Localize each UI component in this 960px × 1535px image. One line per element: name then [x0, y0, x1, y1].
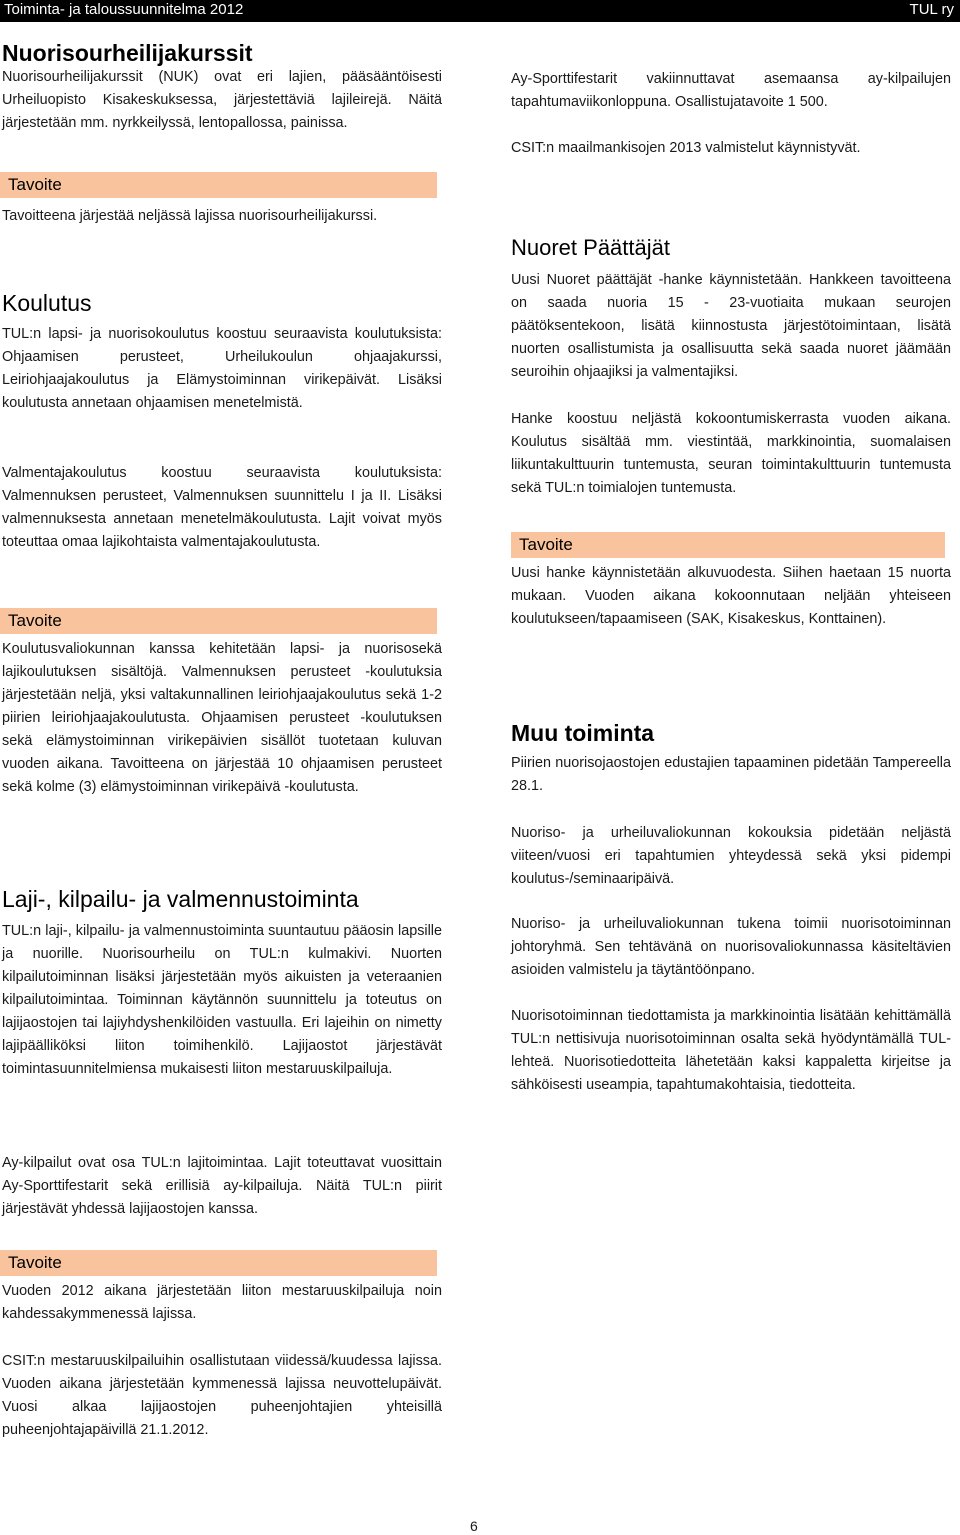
paragraph-koulutus-1: TUL:n lapsi- ja nuorisokoulutus koostuu seuraavista koulutuksista: Ohjaamisen perusteet, Urheilukoulun ohjaajakurssi, Leiriohjaajakoulutus ja Elämystoiminnan virikepäivät. Lisäksi koulutusta annetaan ohjaamisen menetelmistä. [2, 326, 442, 411]
goal-box-kilpailut [0, 1250, 437, 1276]
page-number: 6 [470, 1518, 478, 1534]
organization-name: TUL ry [909, 1, 954, 18]
paragraph-koulutus-2: Valmentajakoulutus koostuu seuraavista koulutuksista: Valmennuksen perusteet, Valmennuksen suunnittelu I ja II. Lisäksi valmennuksesta annetaan menetelmäkoulutusta. Lajit voivat myös toteuttaa omaa lajikohtaista valmentajakoulutusta. [2, 465, 442, 550]
paragraph-laji: TUL:n laji-, kilpailu- ja valmennustoiminta suuntautuu pääosin lapsille ja nuorille. Nuorisourheilu on TUL:n kulmakivi. Nuorten kilpailutoiminnan lisäksi järjestetään myös aikuisten ja veteraanien kilpailutoimintaa. Toiminnan käytännön suunnittelu ja toteutus on lajijaostojen tai lajiyhdyshenkilöiden vastuulla. Eri lajeihin on nimetty lajipäälliköksi liiton toimihenkilö. Lajijaostot järjestävät toimintasuunnitelmiensa mukaisesti liiton mestaruuskilpailuja. [2, 923, 442, 1077]
goal-label: Tavoite [8, 611, 62, 630]
paragraph-kilpailut-goal: Vuoden 2012 aikana järjestetään liiton mestaruuskilpailuja noin kahdessakymmenessä lajissa. [2, 1283, 442, 1322]
heading-koulutus: Koulutus [2, 290, 92, 316]
goal-box-nuk [0, 172, 437, 198]
paragraph-csit-mestaruus: CSIT:n mestaruuskilpailuihin osallistutaan viidessä/kuudessa lajissa. Vuoden aikana järjestetään kymmenessä lajissa neuvottelupäivät. Vuosi alkaa lajijaostojen puheenjohtajien yhteisillä puheenjohtajapäivillä 21.1.2012. [2, 1353, 442, 1438]
paragraph-koulutus-goal: Koulutusvaliokunnan kanssa kehitetään lapsi- ja nuorisosekä lajikoulutuksen sisältöjä. Valmennuksen perusteet -koulutuksia järjestetään neljä, yksi valtakunnallinen leiriohjaajakoulutus sekä 1-2 piirien leiriohjaajakoulutusta. Ohjaamisen perusteet -koulutuksen sekä elämystoiminnan virikepäivien sisällöt tuotetaan kuluvan vuoden aikana. Tavoitteena on järjestää 10 ohjaamisen perusteet sekä kolme (3) elämystoiminnan virikepäivä -koulutusta. [2, 641, 442, 795]
goal-box-nuoret [511, 532, 945, 558]
paragraph-csit-maailmankisat: CSIT:n maailmankisojen 2013 valmistelut käynnistyvät. [511, 140, 861, 156]
paragraph-nuk-intro: Nuorisourheilijakurssit (NUK) ovat eri lajien, pääsääntöisesti Urheiluopisto Kisakeskuksessa, järjestettäviä lajileirejä. Näitä järjestetään mm. nyrkkeilyssä, lentopallossa, painissa. [2, 69, 442, 131]
paragraph-np-2: Hanke koostuu neljästä kokoontumiskerrasta vuoden aikana. Koulutus sisältää mm. viestintää, markkinointia, suomalaisen liikuntakulttuurin tuntemusta, seuran toimintakulttuurin tuntemusta sekä TUL:n toimialojen tuntemusta. [511, 411, 951, 496]
goal-box-koulutus [0, 608, 437, 634]
heading-nuoret-paattajat: Nuoret Päättäjät [511, 235, 670, 260]
goal-label: Tavoite [519, 535, 573, 554]
heading-laji-kilpailu: Laji-, kilpailu- ja valmennustoiminta [2, 886, 359, 912]
paragraph-muu-2: Nuoriso- ja urheiluvaliokunnan kokouksia pidetään neljästä viiteen/vuosi eri tapahtumien yhteydessä sekä yksi pidempi koulutus-/seminaaripäivä. [511, 825, 951, 887]
paragraph-ay-sporttifestarit: Ay-Sporttifestarit vakiinnuttavat asemaansa ay-kilpailujen tapahtumaviikonloppuna. Osallistujatavoite 1 500. [511, 71, 951, 110]
paragraph-muu-4: Nuorisotoiminnan tiedottamista ja markkinointia lisätään kehittämällä TUL:n nettisivuja nuorisotoiminnan osalta sekä hyödyntämällä TUL-lehteä. Nuorisotiedotteita lähetetään kaksi kappaletta kirjeitse ja sähköisesti useampia, tapahtumakohtaisia, tiedotteita. [511, 1008, 951, 1093]
paragraph-muu-3: Nuoriso- ja urheiluvaliokunnan tukena toimii nuorisotoiminnan johtoryhmä. Sen tehtävänä on nuorisovaliokunnassa käsiteltävien asioiden valmistelu ja täytäntöönpano. [511, 916, 951, 978]
goal-label: Tavoite [8, 175, 62, 194]
paragraph-nuk-goal: Tavoitteena järjestää neljässä lajissa nuorisourheilijakurssi. [2, 208, 378, 224]
heading-nuorisourheilijakurssit: Nuorisourheilijakurssit [2, 40, 253, 66]
paragraph-np-goal: Uusi hanke käynnistetään alkuvuodesta. Siihen haetaan 15 nuorta mukaan. Vuoden aikana kokoonnutaan neljään yhteiseen koulutukseen/tapaamiseen (SAK, Kisakeskus, Konttainen). [511, 565, 951, 627]
paragraph-np-1: Uusi Nuoret päättäjät -hanke käynnistetään. Hankkeen tavoitteena on saada nuoria 15 - 23-vuotiaita mukaan seurojen päätöksentekoon, lisätä kiinnostusta järjestötoimintaan, lisätä nuorten osallistumista ja osallisuutta sekä saada nuoret jäämään seuroihin ohjaajiksi ja valmentajiksi. [511, 272, 951, 380]
paragraph-ay-kilpailut: Ay-kilpailut ovat osa TUL:n lajitoimintaa. Lajit toteuttavat vuosittain Ay-Sporttifestarit sekä erillisiä ay-kilpailuja. Näitä TUL:n piirit järjestävät yhdessä lajijaostojen kanssa. [2, 1155, 442, 1217]
paragraph-muu-1: Piirien nuorisojaostojen edustajien tapaaminen pidetään Tampereella 28.1. [511, 755, 951, 794]
document-header-bar [0, 0, 960, 22]
goal-label: Tavoite [8, 1253, 62, 1272]
document-title: Toiminta- ja taloussuunnitelma 2012 [4, 1, 244, 18]
heading-muu-toiminta: Muu toiminta [511, 720, 655, 746]
